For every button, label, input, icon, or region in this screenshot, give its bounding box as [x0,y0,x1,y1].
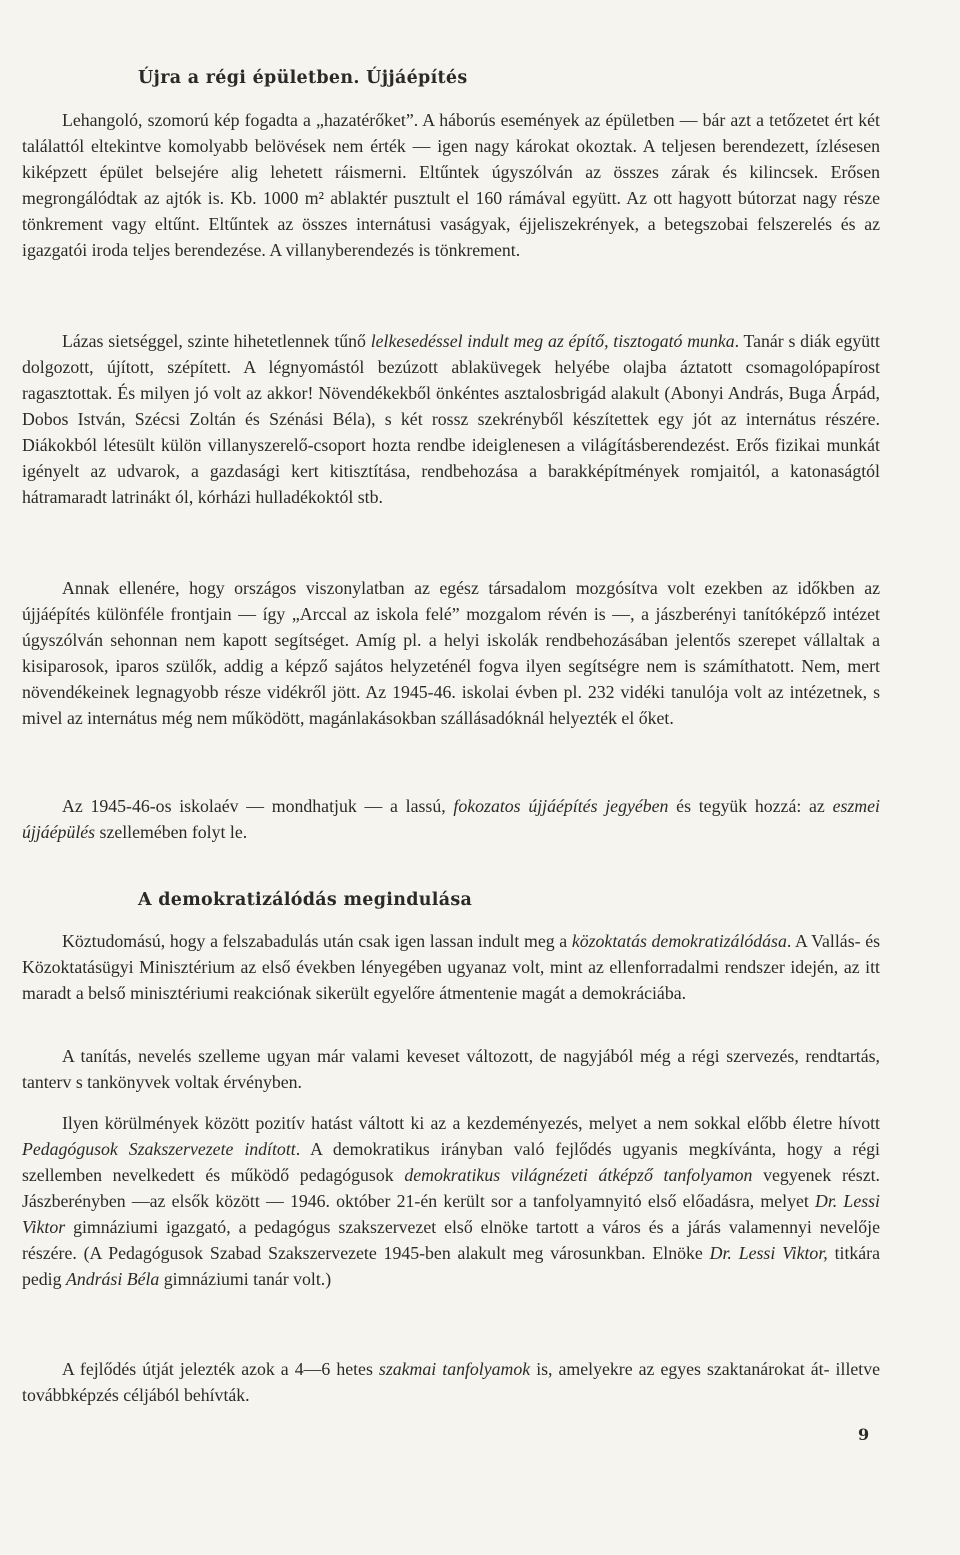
paragraph-text: A fejlődés útját jelezték azok a 4—6 hetes [62,1359,379,1379]
emphasis-text: szakmai tanfolyamok [378,1359,531,1379]
emphasis-text: Pedagógusok Szakszervezete indított [22,1139,296,1159]
section-heading-rebuilding: Újra a régi épületben. Újjáépítés [138,68,468,88]
emphasis-text: közoktatás demokratizálódása [571,931,787,951]
paragraph [22,793,880,845]
paragraph [22,1110,880,1292]
paragraph-text: és tegyük hozzá: az [668,796,833,816]
section-heading-democratization: A demokratizálódás megindulása [138,890,473,910]
paragraph-text: titkára pedig [22,1243,880,1289]
emphasis-text: eszmei újjáépülés [22,796,880,842]
emphasis-text: Dr. Lessi Viktor [22,1191,880,1237]
paragraph-text: gimnáziumi tanár volt.) [159,1269,332,1289]
emphasis-text: fokozatos újjáépítés jegyében [453,796,669,816]
paragraph-text: Ilyen körülmények között pozitív hatást váltott ki az a kezdeményezés, melyet a nem sokkal előbb életre hívott [62,1113,880,1133]
paragraph-text: A tanítás, nevelés szelleme ugyan már valami keveset változott, de nagyjából még a régi szervezés, rendtartás, tanterv s tankönyvek voltak érvényben. [22,1046,880,1092]
paragraph-text: . A demokratikus irányban való fejlődés ugyanis megkívánta, hogy a régi szellemben nevelkedett és működő pedagógusok [22,1139,880,1185]
paragraph [22,928,880,1006]
paragraph-text: vegyenek részt. Jászberényben —az elsők között — 1946. október 21-én került sor a tanfolyamnyitó első előadásra, melyet [22,1165,880,1211]
paragraph [22,1043,880,1095]
paragraph-text: szellemében folyt le. [95,822,248,842]
paragraph-text: is, amelyekre az egyes szaktanárokat át- illetve továbbképzés céljából behívták. [22,1359,880,1405]
paragraph [22,328,880,510]
paragraph-text: Az 1945-46-os iskolaév — mondhatjuk — a lassú, [62,796,454,816]
paragraph-text: Köztudomású, hogy a felszabadulás után csak igen lassan indult meg a [62,931,572,951]
paragraph-text: Annak ellenére, hogy országos viszonylatban az egész társadalom mozgósítva volt ezekben az időkben az újjáépítés különféle frontjain — így „Arccal az iskola felé” mozgalom révén is —, a jászberényi tanítóképző intézet úgyszólván sehonnan nem kapott segítséget. Amíg pl. a helyi iskolák rendbehozásában jelentős szerepet vállaltak a kisiparosok, iparos szülők, addig a képző sajátos helyzeténél fogva ilyen segítségre nem is számíthatott. Nem, mert növendékeinek legnagyobb része vidékről jött. Az 1945-46. iskolai évben pl. 232 vidéki tanulója volt az intézetnek, s mivel az internátus még nem működött, magánlakásokban szállásadóknál helyezték el őket. [22,578,880,728]
emphasis-text: demokratikus világnézeti átképző tanfolyamon [404,1165,753,1185]
page-number: 9 [858,1425,870,1444]
paragraph [22,1356,880,1408]
paragraph-text: gimnáziumi igazgató, a pedagógus szakszervezet első elnöke tartott a város és a járás valamennyi nevelője részére. (A Pedagógusok Szabad Szakszervezete 1945-ben alakult meg városunkban. Elnöke [22,1217,880,1263]
paragraph-text: Lehangoló, szomorú kép fogadta a „hazatérőket”. A háborús események az épületben — bár azt a tetőzetet ért két találattól eltekintve komolyabb belövések nem érték — igen nagy károkat okoztak. A teljesen berendezett, ízlésesen kiképzett épület belsejére alig lehetett ráismerni. Eltűntek úgyszólván az összes zárak és kilincsek. Erősen megrongálódtak az ajtók is. Kb. 1000 m² ablaktér pusztult el 160 rámával együtt. Az ott hagyott bútorzat nagy része tönkrement vagy eltűnt. Eltűntek az összes internátusi vaságyak, éjjeliszekrények, a betegszobai felszerelés és az igazgatói iroda teljes berendezése. A villanyberendezés is tönkrement. [22,110,880,260]
emphasis-text: lelkesedéssel indult meg az építő, tisztogató munka [370,331,735,351]
paragraph-text: . Tanár s diák együtt dolgozott, újított, szépített. A légnyomástól bezúzott ablaküvegek helyébe olajba áztatott csomagolópapírost ragasztottak. És milyen jó volt az akkor! Növendékekből önkéntes asztalosbrigád alakult (Abonyi András, Buga Árpád, Dobos István, Szécsi Zoltán és Szénási Béla), s két rossz szekrényből készítettek egy jót az internátus részére. Diákokból létesült külön villanyszerelő-csoport hozta rendbe ideiglenesen a világításberendezést. Erős fizikai munkát igényelt az udvarok, a gazdasági kert kitisztítása, rendbehozása a barakképítmények romjaitól, a katonaságtól hátramaradt latrinákt ól, kórházi hulladékoktól stb. [22,331,880,507]
emphasis-text: Dr. Lessi Viktor, [709,1243,828,1263]
paragraph-text: . A Vallás- és Közoktatásügyi Minisztérium az első években lényegében ugyanaz volt, mint az ellenforradalmi rendszer idején, az itt maradt a belső minisztériumi reakciónak sikerült egyelőre átmentenie magát a demokráciába. [22,931,880,1003]
paragraph [22,575,880,731]
emphasis-text: Andrási Béla [65,1269,160,1289]
paragraph [22,107,880,263]
paragraph-text: Lázas sietséggel, szinte hihetetlennek tűnő [62,331,371,351]
